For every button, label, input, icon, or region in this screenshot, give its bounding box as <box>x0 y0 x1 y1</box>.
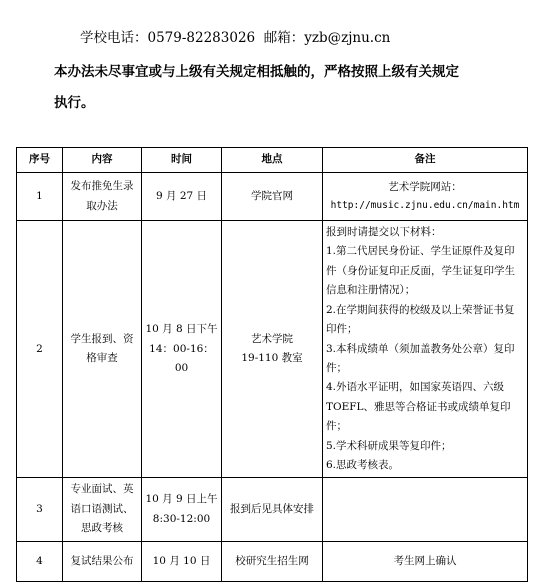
row-content: 复试结果公布 <box>63 541 142 581</box>
email-label: 邮箱： <box>263 30 305 46</box>
table-row <box>17 173 528 221</box>
email-address: yzb@zjnu.cn <box>304 30 391 46</box>
row-place <box>222 221 323 478</box>
time-date: 10 月 8 日下午 <box>145 323 218 336</box>
time-hours: 8:30-12:00 <box>152 512 211 525</box>
contact-line <box>80 26 390 46</box>
table-row <box>17 221 528 478</box>
remark-line: 5.学术科研成果等复印件； <box>326 439 452 452</box>
remark-line: 3.本科成绩单（须加盖教务处公章）复印件； <box>326 342 515 374</box>
row-time <box>142 478 222 541</box>
remark-line: 艺术学院网站： <box>388 181 462 193</box>
header-time: 时间 <box>142 148 222 173</box>
row-time: 10 月 10 日 <box>142 541 222 581</box>
remark-line: 4.外语水平证明，如国家英语四、六级TOEFL、雅思等合格证书或成绩单复印件； <box>326 381 511 433</box>
header-remarks: 备注 <box>323 148 528 173</box>
row-time: 9 月 27 日 <box>142 173 222 221</box>
header-content: 内容 <box>63 148 142 173</box>
time-date: 10 月 9 日上午 <box>145 493 218 506</box>
time-hours: 14：00-16：00 <box>149 342 214 374</box>
remark-line: 1.第二代居民身份证、学生证原件及复印件（身份证复印正反面，学生证复印学生信息和注册情况）； <box>326 245 515 297</box>
website-link[interactable]: http://music.zjnu.edu.cn/main.htm <box>330 200 520 212</box>
place-room: 19-110 教室 <box>241 352 303 365</box>
row-no: 4 <box>17 541 63 581</box>
remark-line: 报到时请提交以下材料： <box>326 226 442 238</box>
table-row <box>17 541 528 581</box>
schedule-table <box>16 147 528 582</box>
row-remarks <box>323 173 528 221</box>
row-no: 1 <box>17 173 63 221</box>
row-place: 学院官网 <box>222 173 323 221</box>
row-content: 专业面试、英语口语测试、思政考核 <box>63 478 142 541</box>
notice-line-2: 执行。 <box>54 95 95 111</box>
row-content: 发布推免生录取办法 <box>63 173 142 221</box>
row-place: 校研究生招生网 <box>222 541 323 581</box>
remark-line: 6.思政考核表。 <box>326 459 400 472</box>
phone-label: 学校电话： <box>80 30 148 46</box>
row-remarks <box>323 221 528 478</box>
header-place: 地点 <box>222 148 323 173</box>
header-no: 序号 <box>17 148 63 173</box>
row-place: 报到后见具体安排 <box>222 478 323 541</box>
table-header-row <box>17 148 528 173</box>
row-content: 学生报到、资格审查 <box>63 221 142 478</box>
notice-line-1: 本办法未尽事宜或与上级有关规定相抵触的，严格按照上级有关规定 <box>54 64 459 80</box>
row-no: 2 <box>17 221 63 478</box>
row-time <box>142 221 222 478</box>
phone-number: 0579-82283026 <box>147 30 256 46</box>
remark-line: 2.在学期间获得的校级及以上荣誉证书复印件； <box>326 303 515 336</box>
row-no: 3 <box>17 478 63 541</box>
row-remarks <box>323 478 528 541</box>
place-building: 艺术学院 <box>251 332 293 345</box>
table-row <box>17 478 528 541</box>
row-remarks: 考生网上确认 <box>323 541 528 581</box>
